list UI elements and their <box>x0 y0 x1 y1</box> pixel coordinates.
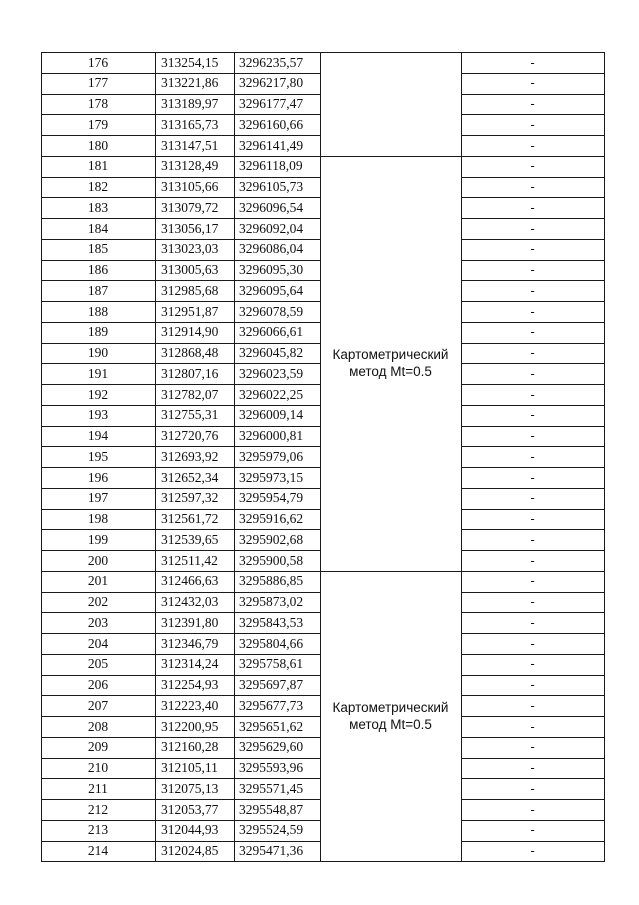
point-number: 186 <box>87 262 109 277</box>
coordinate-y: 3296160,66 <box>239 116 304 132</box>
point-number: 177 <box>87 75 109 91</box>
point-number: 197 <box>87 490 109 506</box>
point-number: 192 <box>87 386 109 402</box>
coordinate-y: 3295902,68 <box>239 531 304 547</box>
accuracy-value: - <box>530 594 535 609</box>
point-number: 193 <box>87 407 109 423</box>
coordinate-y: 3295979,06 <box>239 448 304 464</box>
coordinate-y: 3295873,02 <box>239 594 304 609</box>
point-number: 208 <box>87 718 109 734</box>
point-number: 200 <box>87 552 109 568</box>
coordinate-y: 3295651,62 <box>239 718 304 734</box>
accuracy-value: - <box>530 241 535 257</box>
point-number: 195 <box>87 448 109 464</box>
accuracy-value: - <box>530 511 535 526</box>
accuracy-value: - <box>530 677 535 692</box>
coordinate-x: 312391,80 <box>161 614 219 630</box>
accuracy-value: - <box>530 531 535 547</box>
coordinate-x: 313147,51 <box>161 137 219 153</box>
point-number: 194 <box>87 428 109 443</box>
accuracy-value: - <box>530 158 535 174</box>
point-number: 199 <box>87 531 109 547</box>
accuracy-value: - <box>530 428 535 443</box>
accuracy-value: - <box>530 843 535 858</box>
coordinate-x: 312511,42 <box>161 552 218 568</box>
point-number: 184 <box>87 220 109 236</box>
coordinate-x: 313221,86 <box>161 75 219 91</box>
coordinate-y: 3296022,25 <box>239 386 304 402</box>
coordinate-x: 312561,72 <box>161 511 219 526</box>
point-number: 207 <box>87 697 109 713</box>
coordinate-y: 3296009,14 <box>239 407 304 423</box>
coordinate-x: 313128,49 <box>161 158 219 174</box>
group-divider <box>320 571 461 572</box>
accuracy-value: - <box>530 573 535 589</box>
coordinate-y: 3295954,79 <box>239 490 304 506</box>
accuracy-value: - <box>530 345 535 360</box>
coordinate-x: 313079,72 <box>161 199 219 215</box>
method-label <box>320 699 461 733</box>
accuracy-value: - <box>530 469 535 485</box>
group-divider <box>320 52 461 53</box>
point-number: 209 <box>87 739 109 755</box>
table-border-bottom <box>41 861 605 862</box>
coordinate-x: 313005,63 <box>161 262 219 277</box>
point-number: 205 <box>87 656 109 672</box>
coordinate-y: 3296092,04 <box>239 220 304 236</box>
accuracy-value: - <box>530 324 535 340</box>
accuracy-value: - <box>530 822 535 838</box>
coordinate-x: 313105,66 <box>161 179 219 194</box>
coordinate-y: 3296118,09 <box>239 158 303 174</box>
accuracy-value: - <box>530 179 535 194</box>
coordinate-y: 3295900,58 <box>239 552 304 568</box>
coordinate-y: 3296235,57 <box>239 54 304 70</box>
coordinate-x: 312105,11 <box>161 760 218 775</box>
point-number: 191 <box>87 365 109 381</box>
coordinate-y: 3296177,47 <box>239 96 304 111</box>
coordinate-x: 312807,16 <box>161 365 219 381</box>
point-number: 206 <box>87 677 109 692</box>
point-number: 185 <box>87 241 109 257</box>
accuracy-value: - <box>530 54 535 70</box>
coordinate-y: 3296045,82 <box>239 345 304 360</box>
point-number: 180 <box>87 137 109 153</box>
coordinate-y: 3296217,80 <box>239 75 304 91</box>
accuracy-value: - <box>530 635 535 651</box>
coordinate-x: 312720,76 <box>161 428 219 443</box>
point-number: 182 <box>87 179 109 194</box>
accuracy-value: - <box>530 780 535 796</box>
coordinate-y: 3295471,36 <box>239 843 304 858</box>
coordinate-x: 312160,28 <box>161 739 219 755</box>
accuracy-value: - <box>530 75 535 91</box>
coordinate-x: 312432,03 <box>161 594 219 609</box>
coordinate-x: 312755,31 <box>161 407 219 423</box>
accuracy-value: - <box>530 262 535 277</box>
coordinate-x: 313056,17 <box>161 220 219 236</box>
coordinate-y: 3296000,81 <box>239 428 304 443</box>
point-number: 188 <box>87 303 109 319</box>
coordinate-x: 313023,03 <box>161 241 219 257</box>
point-number: 198 <box>87 511 109 526</box>
coordinate-y: 3295973,15 <box>239 469 304 485</box>
coordinate-x: 312200,95 <box>161 718 219 734</box>
accuracy-value: - <box>530 199 535 215</box>
accuracy-value: - <box>530 220 535 236</box>
coordinate-y: 3295886,85 <box>239 573 304 589</box>
coordinate-y: 3296141,49 <box>239 137 304 153</box>
coordinate-x: 313189,97 <box>161 96 219 111</box>
coordinate-y: 3296095,30 <box>239 262 304 277</box>
coordinate-x: 312782,07 <box>161 386 219 402</box>
point-number: 181 <box>87 158 109 174</box>
coordinate-x: 312346,79 <box>161 635 219 651</box>
coordinate-x: 312223,40 <box>161 697 219 713</box>
point-number: 211 <box>88 780 108 796</box>
point-number: 203 <box>87 614 109 630</box>
accuracy-value: - <box>530 739 535 755</box>
point-number: 201 <box>87 573 109 589</box>
accuracy-value: - <box>530 96 535 111</box>
method-label-line2: метод Mt=0.5 <box>349 364 432 380</box>
column-divider <box>320 52 321 861</box>
method-label <box>320 346 461 380</box>
coordinate-x: 312254,93 <box>161 677 219 692</box>
coordinate-y: 3296066,61 <box>239 324 304 340</box>
accuracy-value: - <box>530 718 535 734</box>
coordinate-x: 312314,24 <box>161 656 219 672</box>
point-number: 179 <box>87 116 109 132</box>
coordinate-y: 3295524,59 <box>239 822 304 838</box>
point-number: 187 <box>87 282 109 298</box>
accuracy-value: - <box>530 697 535 713</box>
accuracy-value: - <box>530 303 535 319</box>
coordinate-y: 3296086,04 <box>239 241 304 257</box>
point-number: 178 <box>87 96 109 111</box>
method-label-line1: Картометрический <box>332 700 449 715</box>
accuracy-value: - <box>530 801 535 817</box>
coordinate-x: 312914,90 <box>161 324 219 340</box>
coordinate-x: 312868,48 <box>161 345 219 360</box>
coordinate-x: 312075,13 <box>161 780 219 796</box>
coordinate-y: 3295629,60 <box>239 739 304 755</box>
coordinate-y: 3295677,73 <box>239 697 304 713</box>
coordinate-y: 3295593,96 <box>239 760 304 775</box>
coordinate-y: 3296023,59 <box>239 365 304 381</box>
accuracy-value: - <box>530 656 535 672</box>
point-number: 196 <box>87 469 109 485</box>
coordinate-x: 312951,87 <box>161 303 219 319</box>
point-number: 212 <box>87 801 109 817</box>
coordinate-y: 3296078,59 <box>239 303 304 319</box>
accuracy-value: - <box>530 448 535 464</box>
coordinate-x: 312693,92 <box>161 448 219 464</box>
coordinate-y: 3295697,87 <box>239 677 304 692</box>
accuracy-value: - <box>530 760 535 775</box>
accuracy-value: - <box>530 490 535 506</box>
coordinate-x: 313165,73 <box>161 116 219 132</box>
coordinate-x: 312539,65 <box>161 531 219 547</box>
point-number: 176 <box>87 54 109 70</box>
point-number: 204 <box>87 635 109 651</box>
coordinate-y: 3295804,66 <box>239 635 304 651</box>
point-number: 210 <box>87 760 109 775</box>
column-divider <box>155 52 156 861</box>
coordinate-x: 312597,32 <box>161 490 219 506</box>
point-number: 189 <box>87 324 109 340</box>
accuracy-value: - <box>530 614 535 630</box>
table-border-right <box>604 52 605 861</box>
point-number: 214 <box>87 843 109 858</box>
accuracy-value: - <box>530 386 535 402</box>
coordinate-y: 3295843,53 <box>239 614 304 630</box>
coordinate-x: 312024,85 <box>161 843 219 858</box>
group-divider <box>320 156 461 157</box>
accuracy-value: - <box>530 407 535 423</box>
column-divider <box>234 52 235 861</box>
coordinate-y: 3295916,62 <box>239 511 304 526</box>
coordinate-x: 312652,34 <box>161 469 219 485</box>
method-label-line2: метод Mt=0.5 <box>349 717 432 732</box>
coordinate-x: 313254,15 <box>161 54 219 70</box>
point-number: 202 <box>87 594 109 609</box>
coordinate-y: 3295758,61 <box>239 656 304 672</box>
coordinate-y: 3295571,45 <box>239 780 304 796</box>
point-number: 183 <box>87 199 109 215</box>
point-number: 190 <box>87 345 109 360</box>
point-number: 213 <box>87 822 109 838</box>
coordinate-y: 3296096,54 <box>239 199 304 215</box>
coordinate-y: 3295548,87 <box>239 801 304 817</box>
coordinate-y: 3296095,64 <box>239 282 304 298</box>
accuracy-value: - <box>530 365 535 381</box>
accuracy-value: - <box>530 282 535 298</box>
accuracy-value: - <box>530 116 535 132</box>
accuracy-value: - <box>530 552 535 568</box>
coordinate-y: 3296105,73 <box>239 179 304 194</box>
coordinate-x: 312466,63 <box>161 573 219 589</box>
method-label-line1: Картометрический <box>332 347 449 363</box>
coordinate-x: 312044,93 <box>161 822 219 838</box>
coordinate-x: 312053,77 <box>161 801 219 817</box>
accuracy-value: - <box>530 137 535 153</box>
coordinate-x: 312985,68 <box>161 282 219 298</box>
